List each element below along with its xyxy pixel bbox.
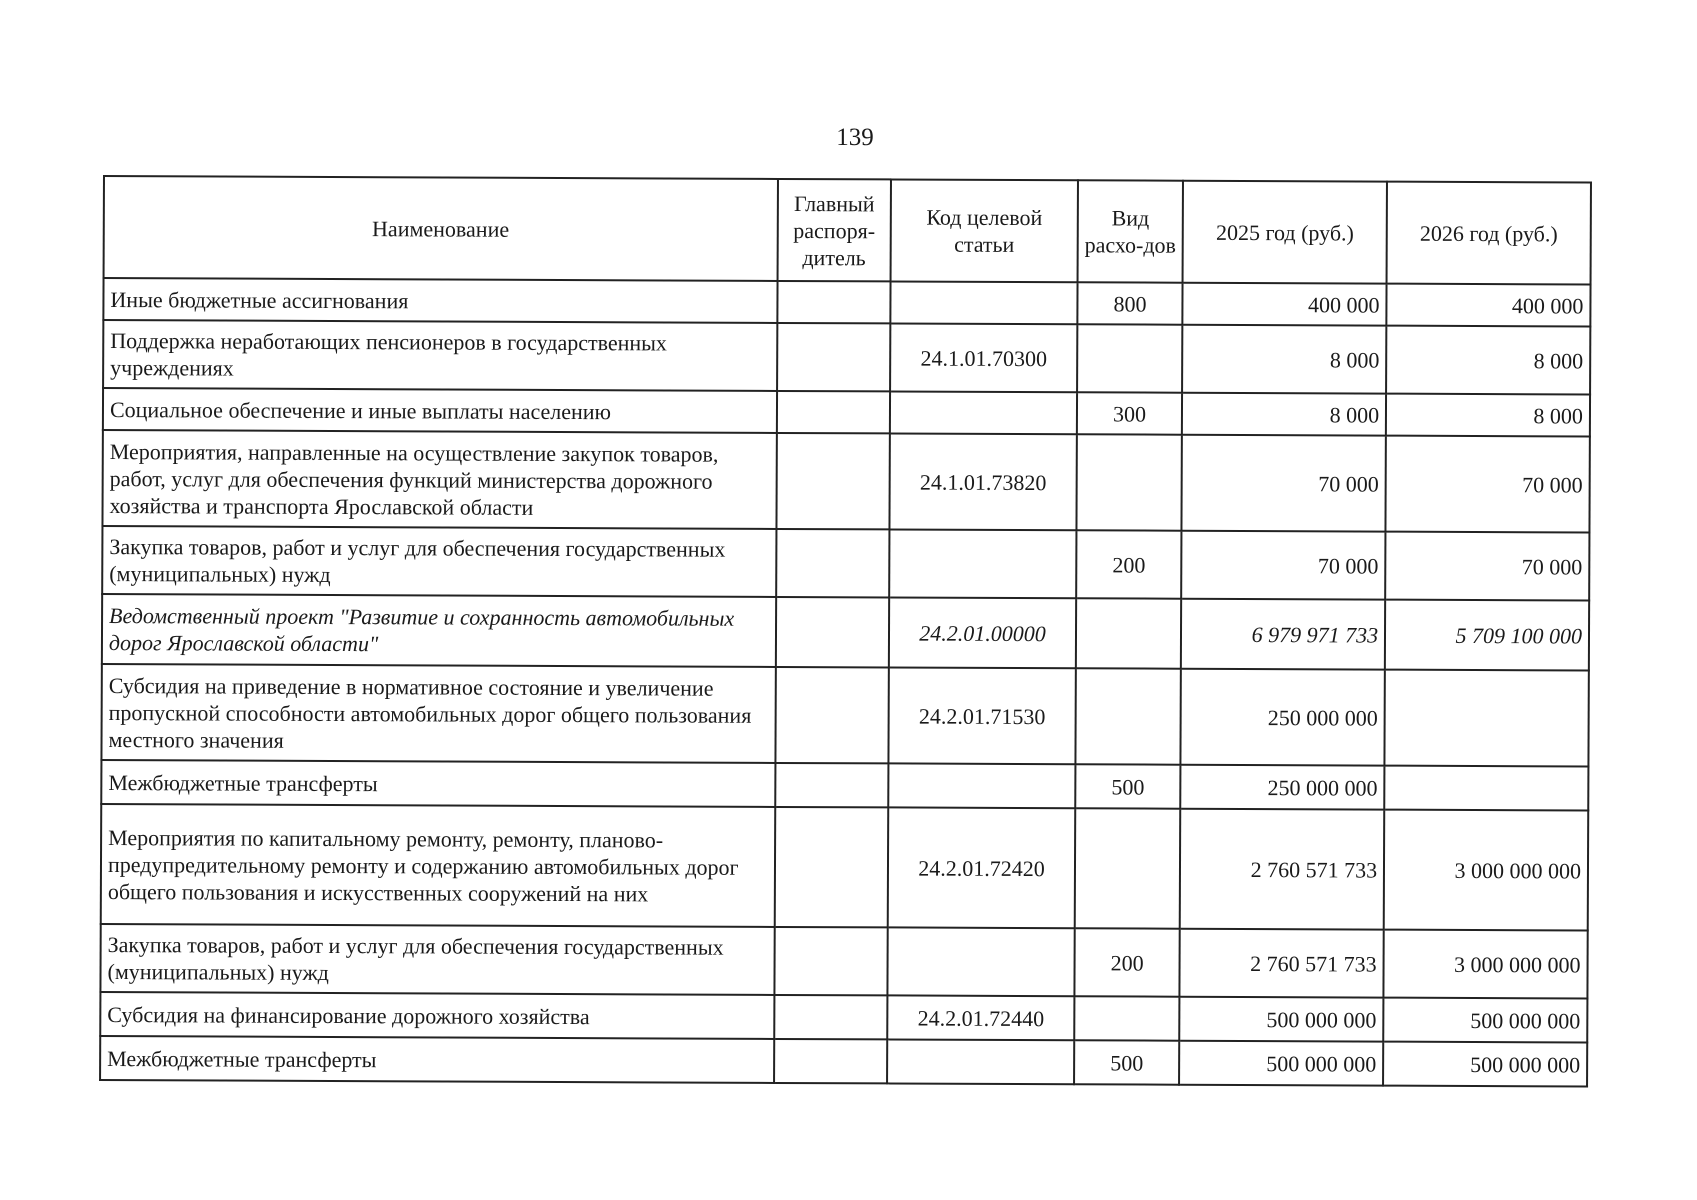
row-kind: 300 [1077, 392, 1183, 434]
table-row [100, 992, 1587, 1042]
table-row [102, 526, 1589, 600]
table-row [101, 664, 1588, 766]
row-name: Субсидия на приведение в нормативное состояние и увеличение пропускной способности автомобильных дорог общего пользования местного значения [101, 664, 775, 763]
row-amount-2025: 8 000 [1182, 325, 1386, 394]
row-kind [1075, 808, 1181, 928]
row-name: Закупка товаров, работ и услуг для обеспечения государственных (муниципальных) нужд [100, 924, 774, 995]
page-number: 139 [836, 124, 874, 151]
row-kind [1075, 668, 1181, 764]
row-amount-2025: 8 000 [1182, 393, 1386, 436]
row-amount-2025: 500 000 000 [1180, 997, 1384, 1042]
row-name: Мероприятия, направленные на осуществление закупок товаров, работ, услуг для обеспечения функций министерства дорожного хозяйства и транспорта Ярославской области [102, 430, 776, 529]
row-manager [774, 995, 888, 1039]
header-code: Код целевой статьи [891, 179, 1078, 282]
row-amount-2026 [1384, 766, 1588, 811]
row-manager [776, 529, 890, 597]
row-amount-2026: 3 000 000 000 [1384, 930, 1588, 999]
row-code [889, 529, 1076, 598]
row-kind: 500 [1074, 1040, 1180, 1084]
row-amount-2026: 8 000 [1386, 394, 1590, 437]
header-row [104, 176, 1591, 284]
row-code [888, 927, 1075, 996]
row-manager [777, 281, 891, 323]
row-amount-2025: 250 000 000 [1181, 669, 1385, 766]
row-name: Межбюджетные трансферты [101, 760, 775, 807]
row-name: Субсидия на финансирование дорожного хозяйства [100, 992, 774, 1039]
row-code [891, 281, 1078, 324]
row-manager [776, 597, 890, 667]
row-code: 24.2.01.72440 [887, 995, 1074, 1040]
row-amount-2026: 500 000 000 [1383, 1042, 1587, 1087]
row-amount-2025: 400 000 [1183, 283, 1387, 326]
table-body [100, 278, 1590, 1086]
row-name: Социальное обеспечение и иные выплаты населению [103, 388, 777, 433]
row-kind [1076, 434, 1182, 530]
row-kind: 200 [1076, 530, 1182, 598]
row-amount-2026: 70 000 [1385, 532, 1589, 601]
row-name: Ведомственный проект "Развитие и сохранность автомобильных дорог Ярославской области" [102, 594, 776, 667]
row-amount-2025: 500 000 000 [1179, 1041, 1383, 1086]
row-manager [777, 323, 891, 391]
row-kind [1077, 324, 1183, 392]
row-code: 24.2.01.72420 [888, 807, 1075, 928]
header-manager: Главный распоря-дитель [777, 179, 891, 281]
row-amount-2025: 6 979 971 733 [1181, 599, 1385, 670]
table-row [100, 924, 1587, 998]
header-kind: Вид расхо-дов [1077, 180, 1183, 282]
row-amount-2026: 3 000 000 000 [1384, 810, 1588, 931]
row-amount-2025: 2 760 571 733 [1180, 809, 1384, 930]
budget-table [99, 175, 1592, 1087]
row-kind: 800 [1077, 282, 1183, 324]
row-code [887, 1039, 1074, 1084]
row-amount-2025: 70 000 [1181, 531, 1385, 600]
row-amount-2026 [1385, 670, 1589, 767]
row-amount-2026: 70 000 [1386, 436, 1590, 533]
row-name: Иные бюджетные ассигнования [103, 278, 777, 323]
row-amount-2025: 70 000 [1182, 435, 1386, 532]
row-code: 24.2.01.00000 [889, 597, 1076, 668]
row-name: Закупка товаров, работ и услуг для обеспечения государственных (муниципальных) нужд [102, 526, 776, 597]
row-code [888, 763, 1075, 808]
row-manager [774, 927, 888, 995]
row-amount-2026: 5 709 100 000 [1385, 600, 1589, 671]
row-manager [775, 763, 889, 807]
row-code: 24.2.01.71530 [889, 667, 1076, 764]
row-name: Межбюджетные трансферты [100, 1036, 774, 1083]
row-name: Мероприятия по капитальному ремонту, ремонту, планово-предупредительному ремонту и содержанию автомобильных дорог общего пользования и искусственных сооружений на них [101, 804, 775, 927]
row-name: Поддержка неработающих пенсионеров в государственных учреждениях [103, 320, 777, 391]
row-manager [774, 807, 888, 927]
header-name: Наименование [104, 176, 778, 281]
row-kind [1076, 598, 1182, 668]
row-manager [777, 391, 891, 433]
row-amount-2025: 250 000 000 [1181, 765, 1385, 810]
row-amount-2025: 2 760 571 733 [1180, 929, 1384, 998]
row-amount-2026: 8 000 [1386, 326, 1590, 395]
header-2025: 2025 год (руб.) [1183, 181, 1387, 284]
row-code: 24.1.01.70300 [890, 323, 1077, 392]
row-kind: 500 [1075, 764, 1181, 808]
row-manager [775, 667, 889, 763]
table-row [101, 760, 1588, 810]
table-row [103, 388, 1590, 436]
table-row [103, 278, 1590, 326]
row-manager [774, 1039, 888, 1083]
table-row [100, 1036, 1587, 1086]
table-row [102, 430, 1589, 532]
row-code [890, 391, 1077, 434]
row-amount-2026: 400 000 [1386, 284, 1590, 327]
row-kind: 200 [1074, 928, 1180, 996]
table-row [103, 320, 1590, 394]
table-row [101, 804, 1589, 930]
row-amount-2026: 500 000 000 [1383, 998, 1587, 1043]
row-manager [776, 433, 890, 529]
header-2026: 2026 год (руб.) [1387, 182, 1591, 285]
row-code: 24.1.01.73820 [890, 433, 1077, 530]
table-row [102, 594, 1589, 670]
row-kind [1074, 996, 1180, 1040]
